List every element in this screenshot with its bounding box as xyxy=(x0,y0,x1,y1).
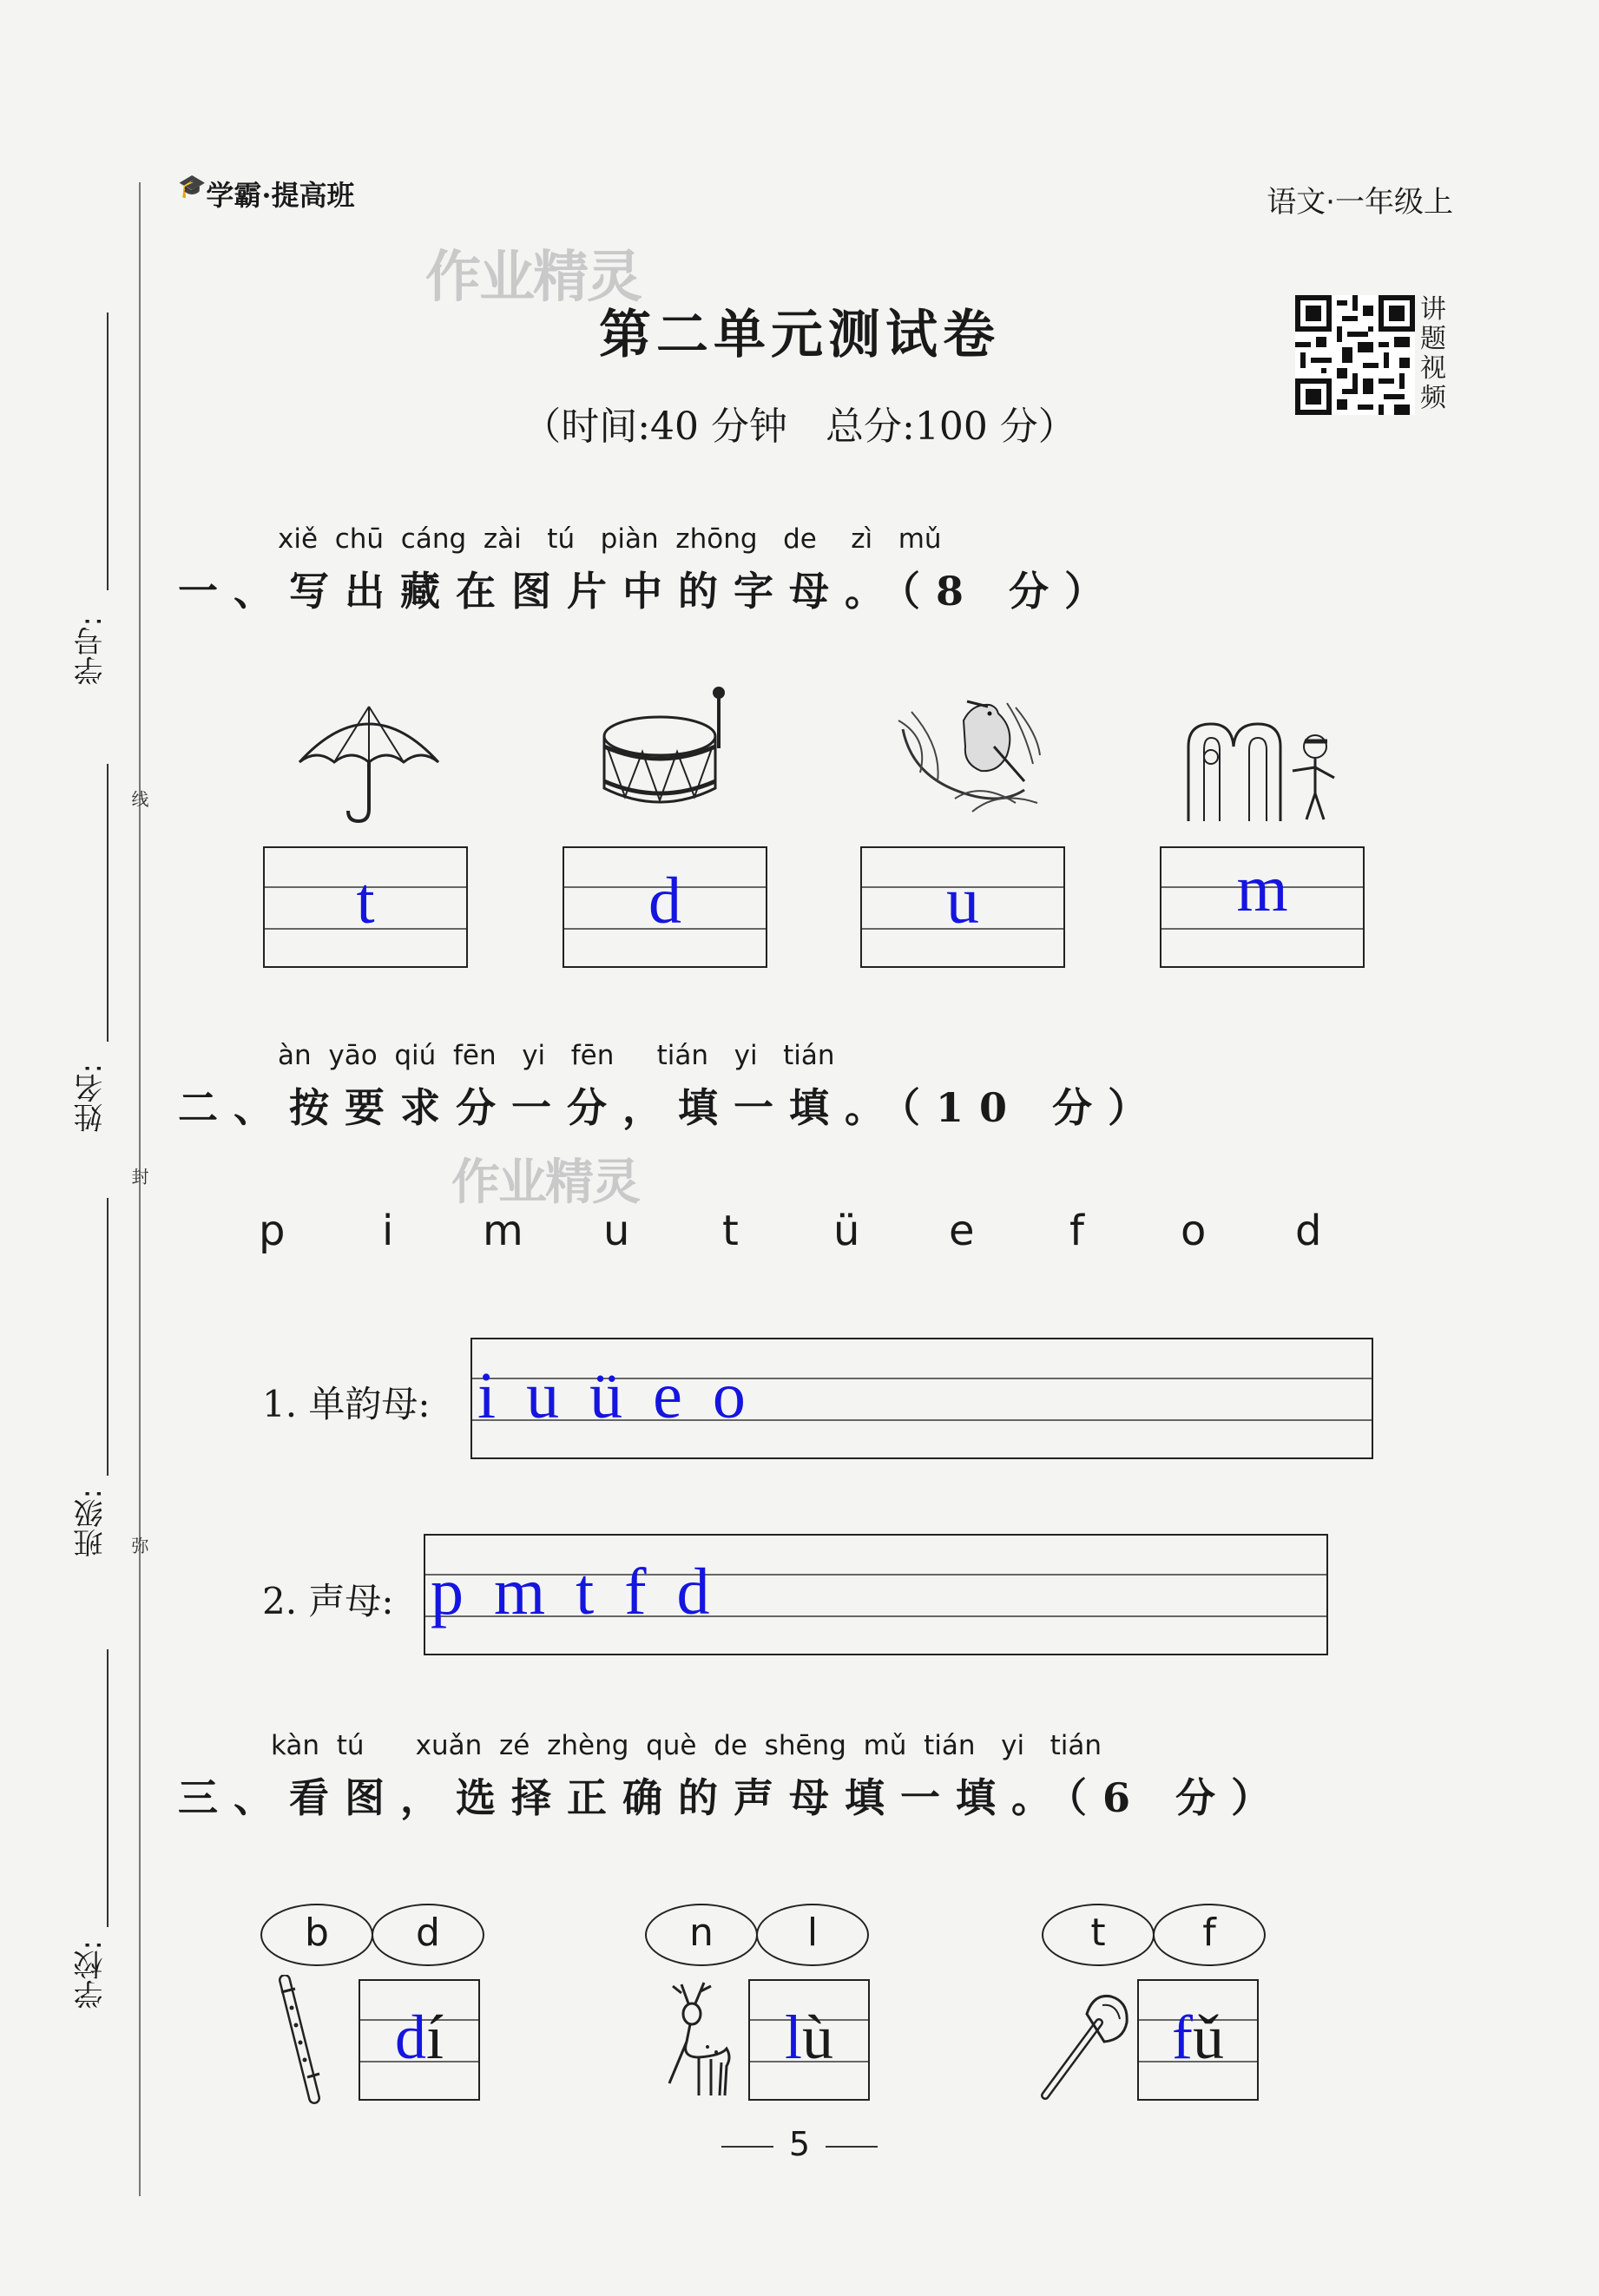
bird-nest-icon xyxy=(894,694,1042,819)
final-syllable: ǔ xyxy=(1192,2003,1224,2072)
option-oval[interactable]: n xyxy=(645,1904,758,1966)
filled-initial: f xyxy=(1172,2003,1193,2072)
option-oval[interactable]: d xyxy=(372,1904,484,1966)
letter-item: ü xyxy=(833,1207,860,1255)
q1-answer-box[interactable] xyxy=(563,846,767,968)
option-oval[interactable]: t xyxy=(1042,1904,1155,1966)
q3-answer-box[interactable] xyxy=(748,1979,870,2101)
school-line xyxy=(107,1649,109,1927)
letter-item: o xyxy=(1181,1207,1207,1255)
page-title: 第二单元测试卷 xyxy=(599,305,1000,365)
final-syllable: ù xyxy=(802,2003,833,2072)
q1-answer: t xyxy=(356,865,375,937)
letter-item: d xyxy=(1295,1207,1322,1255)
q3-answer xyxy=(1139,2002,1257,2074)
deer-icon xyxy=(647,1979,742,2104)
name-line xyxy=(107,764,109,1042)
q3-answer-box[interactable] xyxy=(359,1979,480,2101)
q3-answer-box[interactable] xyxy=(1137,1979,1259,2101)
q2-pinyin: àn yāo qiú fēn yi fēn tián yi tián xyxy=(278,1040,835,1071)
name-label: 姓名: xyxy=(74,1063,109,1133)
school-label: 学校: xyxy=(74,1940,109,2010)
page-number xyxy=(0,2125,1599,2163)
option-oval[interactable]: b xyxy=(260,1904,373,1966)
seal-char-close: 弥 xyxy=(128,1536,149,1554)
seal-char-line: 线 xyxy=(128,790,149,807)
q1-answer-box[interactable] xyxy=(263,846,468,968)
filled-initial: d xyxy=(394,2003,426,2072)
seal-char-seal: 封 xyxy=(128,1168,149,1185)
page-subtitle: （时间:40 分钟 总分:100 分） xyxy=(523,405,1076,449)
class-line xyxy=(107,1198,109,1476)
flute-icon xyxy=(276,1975,328,2109)
letter-item: t xyxy=(722,1207,739,1255)
door-arch-icon xyxy=(1185,720,1341,828)
umbrella-icon xyxy=(291,694,447,828)
letter-item: p xyxy=(259,1207,286,1255)
filled-initial: l xyxy=(784,2003,802,2072)
graduation-cap-icon: 🎓 xyxy=(178,174,207,200)
q3-answer xyxy=(360,2002,478,2074)
class-label: 班级: xyxy=(74,1489,109,1558)
q1-answer: m xyxy=(1236,852,1288,925)
q1-answer: d xyxy=(648,865,681,937)
qr-video-label xyxy=(1420,295,1446,413)
subject-header: 语文·一年级上 xyxy=(1267,185,1453,220)
watermark: 作业精灵 xyxy=(451,1155,639,1211)
q2-heading: 二、按要求分一分，填一填。（10 分） xyxy=(178,1084,1164,1131)
drum-icon xyxy=(599,686,738,819)
q2-row-label: 2. 声母: xyxy=(262,1580,394,1622)
letter-item: m xyxy=(483,1207,523,1255)
q1-answer-box[interactable] xyxy=(1160,846,1365,968)
q2-answer: p m t f d xyxy=(431,1556,710,1628)
qr-label-char: 题 xyxy=(1420,324,1446,354)
q3-heading: 三、看图，选择正确的声母填一填。（6 分） xyxy=(178,1774,1287,1821)
brand-text: 学霸·提高班 xyxy=(206,179,355,212)
q2-answer-box[interactable] xyxy=(424,1534,1328,1655)
option-oval[interactable]: l xyxy=(756,1904,869,1966)
qr-label-char: 频 xyxy=(1420,383,1446,413)
letter-item: u xyxy=(603,1207,630,1255)
q1-answer-box[interactable] xyxy=(860,846,1065,968)
watermark: 作业精灵 xyxy=(425,246,641,310)
q1-heading: 一、写出藏在图片中的字母。（8 分） xyxy=(178,568,1121,615)
q2-row-label: 1. 单韵母: xyxy=(262,1383,431,1425)
option-oval[interactable]: f xyxy=(1153,1904,1266,1966)
brand-header xyxy=(178,174,355,214)
qr-label-char: 视 xyxy=(1420,353,1446,384)
student-id-label: 学号: xyxy=(74,616,109,686)
binding-line xyxy=(139,182,141,2196)
letter-item: i xyxy=(382,1207,394,1255)
page-number-value: 5 xyxy=(788,2125,811,2163)
q1-pinyin: xiě chū cáng zài tú piàn zhōng de zì mǔ xyxy=(278,523,942,555)
letter-item: e xyxy=(949,1207,975,1255)
q1-answer: u xyxy=(946,865,979,937)
final-syllable: í xyxy=(425,2003,444,2072)
q2-answer-box[interactable] xyxy=(470,1338,1373,1459)
letter-item: f xyxy=(1069,1207,1084,1255)
q3-pinyin: kàn tú xuǎn zé zhèng què de shēng mǔ tián yi tián xyxy=(271,1730,1102,1761)
qr-label-char: 讲 xyxy=(1420,294,1446,325)
axe-icon xyxy=(1033,1988,1137,2104)
q2-answer: i u ü e o xyxy=(477,1359,746,1432)
qr-code-icon[interactable] xyxy=(1295,295,1415,415)
q3-answer xyxy=(750,2002,868,2074)
